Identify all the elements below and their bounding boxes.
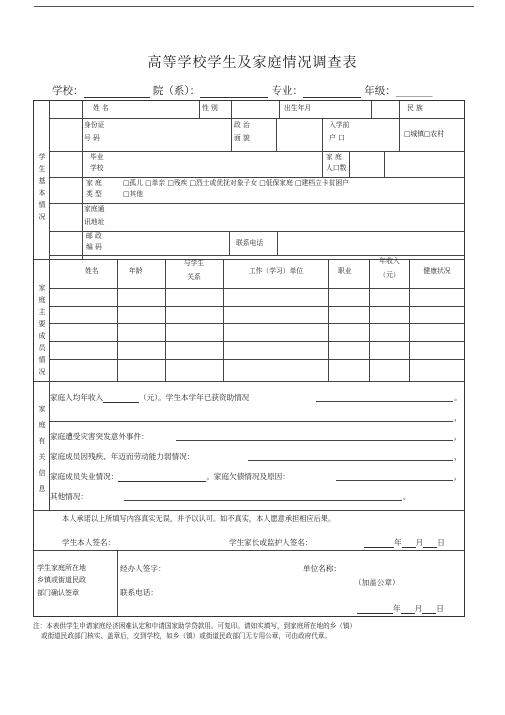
- col-income-line2: （元）: [379, 270, 400, 279]
- registration-label: [329, 121, 349, 143]
- political-label-line2: 面 貌: [234, 133, 250, 142]
- confirm-year-label: 年: [393, 604, 401, 613]
- address-label-line2: 讯地址: [84, 217, 105, 226]
- section2-title-char: 庭: [38, 296, 46, 304]
- id-label-line1: 身份证: [84, 121, 105, 129]
- gender-label: 性 别: [202, 104, 218, 112]
- section2-title-char: 家: [38, 284, 46, 292]
- col-age: 年龄: [129, 267, 143, 275]
- confirm-date: [357, 603, 444, 614]
- id-label-line2: 号 码: [84, 133, 100, 142]
- sign-year-blank[interactable]: [364, 538, 394, 548]
- punct: ，: [454, 472, 462, 481]
- disaster-label: 家庭遭受灾害突发意外事件：: [50, 432, 149, 441]
- col-name: 姓名: [85, 267, 99, 275]
- section2-title-char: 要: [38, 320, 46, 328]
- section1-title-char: 学: [38, 153, 46, 161]
- household-size-line1: 家 庭: [326, 153, 342, 161]
- name-label: 姓 名: [93, 104, 109, 112]
- major-blank[interactable]: [303, 85, 361, 98]
- political-label: [234, 121, 250, 143]
- major-label: 专业：: [271, 85, 303, 97]
- footnote-line2: 或街道民政部门核实、盖章后，交到学校，如乡（镇）或街道民政部门无专用公章，可由政府代章。: [41, 632, 332, 641]
- sign-day-label: 日: [437, 538, 445, 547]
- registration-options[interactable]: □城镇□农村: [404, 130, 445, 138]
- punct: 。: [403, 492, 411, 501]
- col-occupation: 职业: [338, 267, 352, 275]
- family-type-line2: 类 型: [86, 189, 102, 198]
- section1-title-char: 情: [38, 201, 46, 209]
- promise-text: 本人承诺以上所填写内容真实无误，并予以认可。如不真实，本人愿意承担相应后果。: [62, 514, 336, 523]
- col-relation-line2: 关系: [187, 272, 201, 281]
- section1-title-char: 生: [38, 165, 46, 173]
- punct: ，: [454, 432, 462, 441]
- form-meta-line: [52, 83, 433, 98]
- official-seal-note: （加盖公章）: [354, 578, 400, 587]
- confirm-phone-label: 联系电话：: [120, 588, 158, 597]
- section3-title-char: 家: [38, 405, 46, 413]
- postal-code-line1: 邮 政: [86, 232, 102, 240]
- confirm-day-label: 日: [436, 604, 444, 613]
- address-label-line1: 家庭通: [84, 205, 105, 213]
- income-label: 家庭人均年收入: [50, 393, 104, 402]
- footnote-line1: 注：本表供学生申请家庭经济困难认定和申请国家助学贷款用。可复印。请如实填写，到家庭所在地的乡（镇）: [33, 622, 357, 630]
- political-label-line1: 政 治: [234, 121, 250, 129]
- ethnic-label: 民 族: [407, 104, 423, 112]
- section2-title-char: 主: [38, 308, 46, 316]
- household-size-line2: 人口数: [326, 163, 347, 172]
- footnote: [33, 621, 473, 641]
- confirm-day-blank[interactable]: [422, 604, 436, 614]
- punct: ，: [454, 413, 462, 422]
- unemployment-blank[interactable]: [118, 472, 206, 482]
- confirm-left-line1: 学生家庭所在地: [37, 564, 86, 572]
- grade-label: 年级：: [364, 85, 396, 97]
- section3-title-char: 有: [38, 437, 46, 445]
- section1-title-char: 本: [38, 189, 46, 197]
- graduate-school-line1: 毕业: [90, 153, 104, 161]
- punct: 。: [454, 393, 462, 402]
- sign-month-blank[interactable]: [402, 538, 416, 548]
- signature-date: [364, 537, 445, 548]
- disaster-blank[interactable]: [176, 440, 453, 441]
- section2-title-char: 成: [38, 332, 46, 340]
- section3-title-char: 信: [38, 469, 46, 477]
- form-title: 高等学校学生及家庭情况调查表: [147, 55, 358, 71]
- confirm-month-label: 月: [414, 604, 423, 613]
- family-type-other[interactable]: □其他: [123, 190, 144, 198]
- student-signature-label: 学生本人签名：: [62, 538, 116, 547]
- section3-title-char: 庭: [38, 421, 46, 429]
- graduate-school-line2: 学校: [90, 163, 104, 172]
- family-type-label: [86, 179, 102, 199]
- survey-table: [33, 100, 465, 617]
- top-rule: [34, 0, 474, 7]
- guardian-signature-label: 学生家长或监护人签名：: [229, 538, 313, 547]
- address-label: [84, 205, 104, 227]
- income-blank[interactable]: [103, 393, 139, 403]
- section1-title-char: 基: [38, 177, 46, 185]
- section2-title-char: 员: [38, 344, 46, 352]
- postal-code-label: [86, 232, 102, 252]
- confirm-month-blank[interactable]: [401, 604, 415, 614]
- section3-title-char: 息: [38, 485, 46, 493]
- col-income-line1: 年收入: [379, 257, 400, 265]
- section2-title-char: 况: [38, 368, 46, 376]
- handler-signature-label: 经办人签字：: [120, 564, 166, 573]
- section3-title-char: 关: [38, 453, 46, 461]
- col-relation-line1: 与学生: [183, 259, 205, 267]
- household-size-label: [326, 153, 346, 173]
- id-label: [84, 121, 104, 143]
- confirm-left-label: [37, 562, 86, 599]
- grade-blank[interactable]: _______: [395, 85, 433, 97]
- family-type-options[interactable]: □孤儿 □单亲 □残疾 □烈士或优抚对象子女 □低保家庭 □建档立卡贫困户: [123, 179, 350, 187]
- dept-label: 院（系）：: [152, 85, 201, 97]
- school-label: 学校：: [52, 85, 84, 97]
- phone-label: 联系电话: [236, 239, 264, 247]
- debt-blank[interactable]: [336, 480, 453, 481]
- aid-label: （元）。学生本学年已获资助情况: [139, 393, 250, 402]
- aid-blank[interactable]: [316, 401, 453, 402]
- disability-blank[interactable]: [248, 460, 453, 461]
- dept-blank[interactable]: [200, 85, 268, 98]
- col-health: 健康状况: [423, 267, 451, 275]
- confirm-year-blank[interactable]: [357, 604, 393, 614]
- unemployment-label: 家庭成员失业情况：: [50, 472, 119, 481]
- unemployment-line: [50, 471, 290, 482]
- col-workplace: 工作（学习）单位: [248, 267, 304, 275]
- unit-name-label: 单位名称：: [303, 564, 341, 573]
- other-blank[interactable]: [124, 500, 402, 501]
- other-label: 其他情况：: [50, 492, 88, 501]
- graduate-school-label: [90, 153, 104, 173]
- birth-label: 出生年月: [284, 104, 312, 112]
- confirm-left-line2: 乡镇或街道民政: [37, 576, 86, 585]
- confirm-left-line3: 部门确认签章: [37, 588, 79, 597]
- disability-label: 家庭成员因残疾、年迈而劳动能力弱情况：: [50, 452, 195, 461]
- sign-year-label: 年: [394, 538, 402, 547]
- debt-label: 。家庭欠债情况及原因：: [206, 472, 290, 481]
- aid-blank-line2[interactable]: [50, 421, 453, 422]
- family-type-line1: 家 庭: [86, 179, 102, 187]
- col-relation: [168, 259, 220, 282]
- section2-title-char: 情: [38, 356, 46, 364]
- postal-code-line2: 编 码: [86, 242, 102, 251]
- registration-label-line1: 入学前: [329, 121, 350, 129]
- income-line: [50, 392, 249, 403]
- sign-month-label: 月: [415, 538, 424, 547]
- col-income: [370, 257, 409, 280]
- registration-label-line2: 户 口: [329, 133, 345, 142]
- section1-title-char: 况: [38, 213, 46, 221]
- punct: ，: [454, 452, 462, 461]
- sign-day-blank[interactable]: [423, 538, 437, 548]
- school-blank[interactable]: [84, 85, 150, 98]
